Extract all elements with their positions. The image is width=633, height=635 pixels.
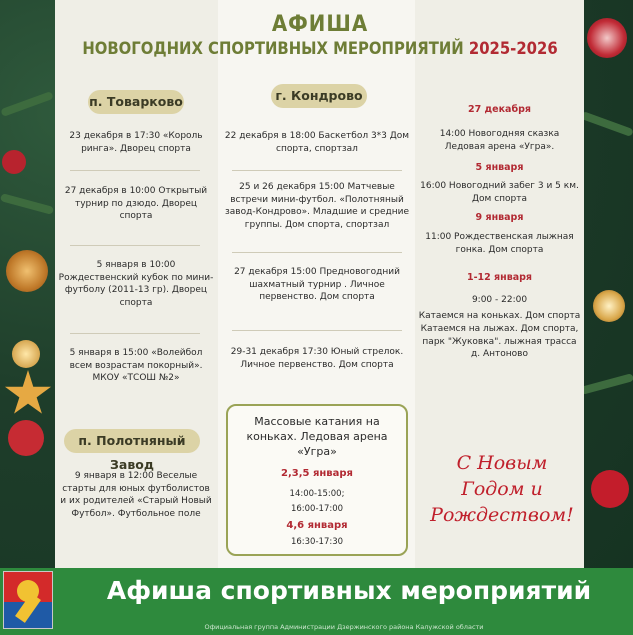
place-kondrovo: г. Кондрово bbox=[271, 84, 367, 108]
divider bbox=[232, 252, 402, 253]
ornament-red-left bbox=[8, 420, 44, 456]
skating-dates-2: 4,6 января bbox=[286, 520, 348, 531]
divider bbox=[70, 170, 200, 171]
place-tovarkovo: п. Товарково bbox=[88, 90, 184, 114]
title-text: НОВОГОДНИХ СПОРТИВНЫХ МЕРОПРИЯТИЙ bbox=[82, 39, 464, 58]
title-line2 bbox=[60, 38, 580, 60]
event-left-3: 5 января в 10:00 Рождественский кубок по мини-футболу (2011-13 гр). Дворец спорта bbox=[58, 260, 214, 308]
right-date-2: 5 января bbox=[475, 162, 524, 173]
footer-subtitle: Официальная группа Администрации Дзержинского района Калужской области bbox=[204, 623, 484, 631]
skating-box bbox=[226, 404, 408, 556]
footer-banner bbox=[0, 568, 633, 635]
event-left-1: 23 декабря в 17:30 «Король ринга». Дворец спорта bbox=[69, 131, 203, 154]
bell-right bbox=[593, 290, 625, 322]
berry-right bbox=[591, 470, 629, 508]
right-event-1: 14:00 Новогодняя сказка Ледовая арена «Угра». bbox=[439, 129, 560, 152]
right-event-2: 16:00 Новогодний забег 3 и 5 км. Дом спорта bbox=[420, 181, 579, 204]
ornament-gold bbox=[6, 250, 48, 292]
right-date-1: 27 декабря bbox=[467, 104, 532, 115]
ornament-small-left bbox=[12, 340, 40, 368]
right-event-3: 11:00 Рождественская лыжная гонка. Дом спорта bbox=[425, 232, 574, 255]
star-icon bbox=[4, 370, 52, 418]
event-middle-1: 22 декабря в 18:00 Баскетбол 3*3 Дом спорта, спортзал bbox=[224, 131, 410, 154]
event-middle-2: 25 и 26 декабря 15:00 Матчевые встречи мини-футбол. «Полотняный завод-Кондрово». Младшие и средние группы. Дом спорта, спортзал bbox=[225, 182, 409, 230]
event-left-4: 5 января в 15:00 «Волейбол всем возрастам покорный». МКОУ «ТСОШ №2» bbox=[69, 348, 203, 383]
greeting-text: С Новым Годом и Рождеством! bbox=[430, 452, 574, 526]
right-time-4: 9:00 - 22:00 bbox=[471, 295, 528, 305]
coat-of-arms-icon bbox=[3, 571, 53, 629]
branch-right-1 bbox=[580, 111, 633, 137]
divider bbox=[232, 330, 402, 331]
title-year: 2025-2026 bbox=[468, 39, 558, 58]
right-date-4: 1-12 января bbox=[466, 272, 533, 283]
skating-title: Массовые катания на коньках. Ледовая арена «Угра» bbox=[246, 415, 388, 458]
skating-dates-1: 2,3,5 января bbox=[281, 468, 353, 479]
poster-title bbox=[60, 12, 580, 60]
right-event-4b: Катаемся на лыжах. Дом спорта, парк "Жуковка". лыжная трасса д. Антоново bbox=[420, 324, 579, 359]
skating-time-1: 14:00-15:00; bbox=[289, 489, 345, 499]
title-line1: АФИША bbox=[271, 12, 369, 37]
footer-title: Афиша спортивных мероприятий bbox=[106, 576, 592, 605]
skating-time-2: 16:00-17:00 bbox=[290, 504, 344, 514]
branch-left-2 bbox=[0, 193, 54, 215]
divider bbox=[70, 333, 200, 334]
divider bbox=[70, 245, 200, 246]
berry-left bbox=[2, 150, 26, 174]
event-middle-4: 29-31 декабря 17:30 Юный стрелок. Личное первенство. Дом спорта bbox=[230, 347, 404, 370]
branch-right-2 bbox=[580, 373, 633, 395]
ornament-red-right bbox=[587, 18, 627, 58]
right-date-3: 9 января bbox=[475, 212, 524, 223]
branch-left-1 bbox=[0, 91, 53, 117]
skating-time-3: 16:30-17:30 bbox=[290, 537, 344, 547]
event-left-2: 27 декабря в 10:00 Открытый турнир по дзюдо. Дворец спорта bbox=[64, 186, 208, 221]
place-polotnyany-zavod: п. Полотняный Завод bbox=[64, 429, 200, 453]
event-left-5: 9 января в 12:00 Веселые старты для юных футболистов и их родителей «Старый Новый Футбол». Футбольное поле bbox=[60, 471, 212, 519]
divider bbox=[232, 170, 402, 171]
event-middle-3: 27 декабря 15:00 Предновогодний шахматный турнир . Личное первенство. Дом спорта bbox=[234, 267, 400, 302]
right-event-4a: Катаемся на коньках. Дом спорта bbox=[418, 311, 581, 321]
